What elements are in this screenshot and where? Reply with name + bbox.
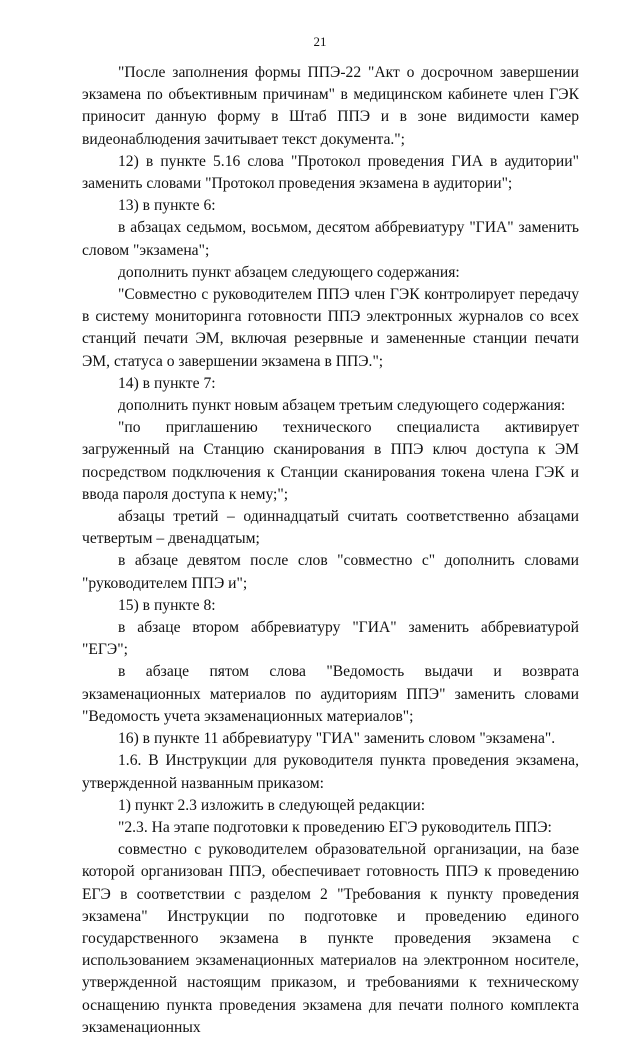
paragraph-4: в абзацах седьмом, восьмом, десятом аббревиатуру "ГИА" заменить словом "экзамена"; (82, 219, 579, 259)
paragraph-6: "Совместно с руководителем ППЭ член ГЭК контролирует передачу в систему мониторинга готовности ППЭ электронных журналов со всех станций печати ЭМ, включая резервные и замененные станции печати ЭМ, статуса о завершении экзамена в ППЭ."; (82, 286, 579, 370)
paragraph-3: 13) в пункте 6: (118, 197, 216, 215)
paragraph-17: 1) пункт 2.3 изложить в следующей редакции: (118, 796, 426, 814)
paragraph-5: дополнить пункт абзацем следующего содержания: (118, 263, 460, 281)
paragraph-15: 16) в пункте 11 аббревиатуру "ГИА" заменить словом "экзамена". (118, 730, 556, 748)
paragraph-12: 15) в пункте 8: (118, 596, 216, 614)
paragraph-18: "2.3. На этапе подготовки к проведению ЕГЭ руководитель ППЭ: (118, 818, 552, 836)
paragraph-13: в абзаце втором аббревиатуру "ГИА" заменить аббревиатурой "ЕГЭ"; (82, 619, 579, 659)
paragraph-11: в абзаце девятом после слов "совместно с" дополнить словами "руководителем ППЭ и"; (82, 552, 579, 592)
paragraph-8: дополнить пункт новым абзацем третьим следующего содержания: (118, 397, 566, 415)
page-number: 21 (313, 34, 327, 49)
paragraph-14: в абзаце пятом слова "Ведомость выдачи и возврата экзаменационных материалов по аудиториям ППЭ" заменить словами "Ведомость учета экзаменационных материалов"; (82, 663, 579, 725)
paragraph-2: 12) в пункте 5.16 слова "Протокол проведения ГИА в аудитории" заменить словами "Протокол проведения экзамена в аудитории"; (82, 152, 579, 193)
paragraph-19: совместно с руководителем образовательной организации, на базе которой организован ППЭ, обеспечивает готовность ППЭ к проведению ЕГЭ в соответствии с разделом 2 "Требования к пункту проведения экзамена" Инструкции по подготовке и проведению единого государственного экзамена в пункте проведения экзамена с использованием экзаменационных материалов на электронном носителе, утвержденной настоящим приказом, и требованиями к техническому оснащению пункта проведения экзамена для печати полного комплекта экзаменационных (82, 841, 579, 1036)
paragraph-16: 1.6. В Инструкции для руководителя пункта проведения экзамена, утвержденной названным приказом: (82, 752, 579, 792)
paragraph-1: "После заполнения формы ППЭ-22 "Акт о досрочном завершении экзамена по объективным причинам" в медицинском кабинете член ГЭК приносит данную форму в Штаб ППЭ и в зоне видимости камер видеонаблюдения зачитывает текст документа."; (82, 64, 579, 148)
document-body (82, 62, 579, 1039)
paragraph-7: 14) в пункте 7: (118, 374, 216, 392)
paragraph-9: "по приглашению технического специалиста активирует загруженный на Станцию сканирования в ППЭ ключ доступа к ЭМ посредством подключения к Станции сканирования токена члена ГЭК и ввода пароля доступа к нему;"; (82, 419, 579, 503)
paragraph-10: абзацы третий – одиннадцатый считать соответственно абзацами четвертым – двенадцатым; (82, 508, 579, 548)
